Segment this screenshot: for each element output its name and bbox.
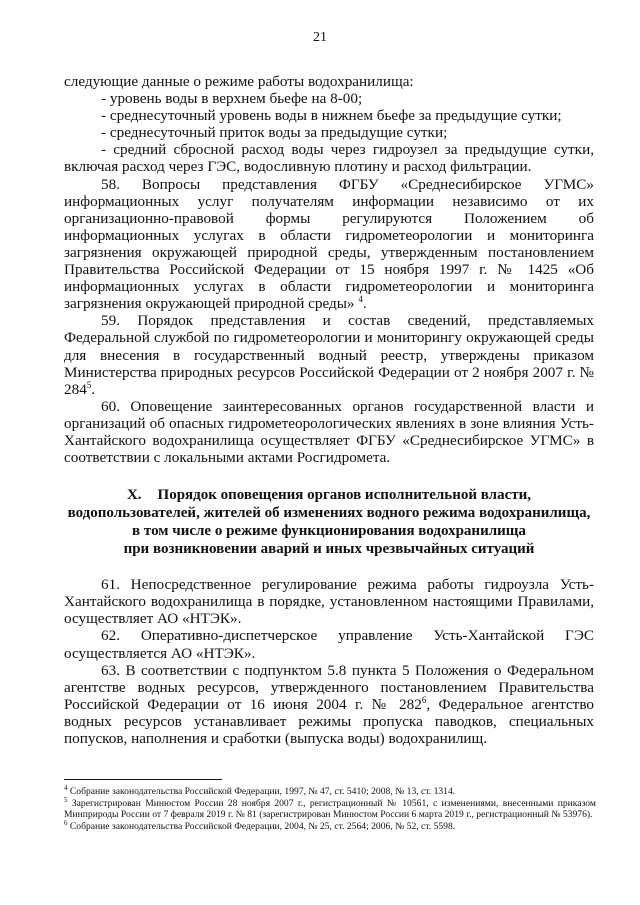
footnote-mark: 4: [64, 783, 68, 792]
footnote-separator: [64, 779, 222, 780]
section-number: X.: [126, 487, 142, 504]
paragraph-59-end: .: [91, 380, 96, 398]
footnote-text: Собрание законодательства Российской Федерации, 1997, № 47, ст. 5410; 2008, № 13, ст. 1314.: [67, 786, 456, 797]
document-body: [64, 73, 594, 747]
list-item: - средний сбросной расход воды через гидроузел за предыдущие сутки, включая расход через ГЭС, водосливную плотину и расход фильтрации.: [64, 141, 594, 176]
list-item: - уровень воды в верхнем бьефе на 8-00;: [101, 90, 363, 108]
paragraph-58: [64, 176, 594, 313]
section-title: [64, 486, 594, 558]
footnotes: [64, 783, 596, 832]
footnote-text: Зарегистрирован Минюстом России 28 ноября 2007 г., регистрационный № 10561, с изменениями, внесенными приказом Минприроды России от 7 февраля 2019 г. № 81 (зарегистрирован Минюстом России 6 марта 2019 г., регистрационный № 53976).: [64, 797, 596, 821]
footnote: [64, 795, 596, 821]
paragraph-63: [64, 662, 594, 747]
footnote: [64, 783, 596, 798]
section-title-line-3: в том числе о режиме функционирования водохранилища: [132, 523, 526, 540]
paragraph-62: 62. Оперативно-диспетчерское управление Усть-Хантайской ГЭС осуществляется АО «НТЭК».: [64, 627, 594, 662]
section-title-line-1: [64, 486, 594, 504]
footnote-mark: 5: [64, 795, 68, 804]
section-title-line-4: при возникновении аварий и иных чрезвычайных ситуаций: [123, 541, 535, 558]
list-item: - среднесуточный приток воды за предыдущие сутки;: [101, 124, 448, 142]
paragraph-58-text: 58. Вопросы представления ФГБУ «Среднесибирское УГМС» информационных услуг получателям информации независимо от их организационно-правовой формы регулируются Положением об информационных услугах в области гидрометеорологии и мониторинга загрязнения окружающей природной среды, утвержденным постановлением Правительства Российской Федерации от 15 ноября 1997 г. № 1425 «Об информационных услугах в области гидрометеорологии и мониторинга загрязнения окружающей природной среды»: [64, 175, 594, 313]
section-title-line-2: водопользователей, жителей об изменениях водного режима водохранилища,: [67, 505, 591, 522]
footnote: [64, 818, 596, 833]
paragraph-61: 61. Непосредственное регулирование режима работы гидроузла Усть-Хантайского водохранилища в порядке, установленном настоящими Правилами, осуществляет АО «НТЭК».: [64, 576, 594, 628]
footnote-ref-6: 6: [421, 694, 427, 705]
paragraph-63-end: , Федеральное агентство водных ресурсов устанавливает режимы пропуска паводков, специальных попусков, наполнения и сработки (выпуска воды) водохранилищ.: [64, 695, 594, 747]
footnote-text: Собрание законодательства Российской Федерации, 2004, № 25, ст. 2564; 2006, № 52, ст. 5598.: [67, 820, 456, 832]
intro-paragraph: следующие данные о режиме работы водохранилища:: [64, 73, 414, 90]
paragraph-59-text: 59. Порядок представления и состав сведений, представляемых Федеральной службой по гидрометеорологии и мониторингу окружающей среды для внесения в государственный водный реестр, утверждены приказом Министерства природных ресурсов Российской Федерации от 2 ноября 2007 г. № 284: [64, 312, 594, 398]
paragraph-58-end: .: [362, 295, 367, 313]
paragraph-60: 60. Оповещение заинтересованных органов государственной власти и организаций об опасных гидрометеорологических явлениях в зоне влияния Усть-Хантайского водохранилища осуществляет ФГБУ «Среднесибирское УГМС» в соответствии с локальными актами Росгидромета.: [64, 397, 594, 467]
paragraph-63-text: 63. В соответствии с подпунктом 5.8 пункта 5 Положения о Федеральном агентстве водных ресурсов, утвержденного постановлением Правительства Российской Федерации от 16 июня 2004 г. № 282: [64, 661, 594, 713]
footnote-mark: 6: [64, 818, 68, 827]
list-item: - среднесуточный уровень воды в нижнем бьефе за предыдущие сутки;: [101, 107, 562, 125]
paragraph-59: [64, 312, 594, 397]
footnote-ref-4: 4: [358, 294, 363, 305]
footnote-ref-5: 5: [86, 379, 92, 390]
page-number: 21: [313, 30, 327, 45]
section-title-text-1: Порядок оповещения органов исполнительной власти,: [157, 487, 532, 504]
